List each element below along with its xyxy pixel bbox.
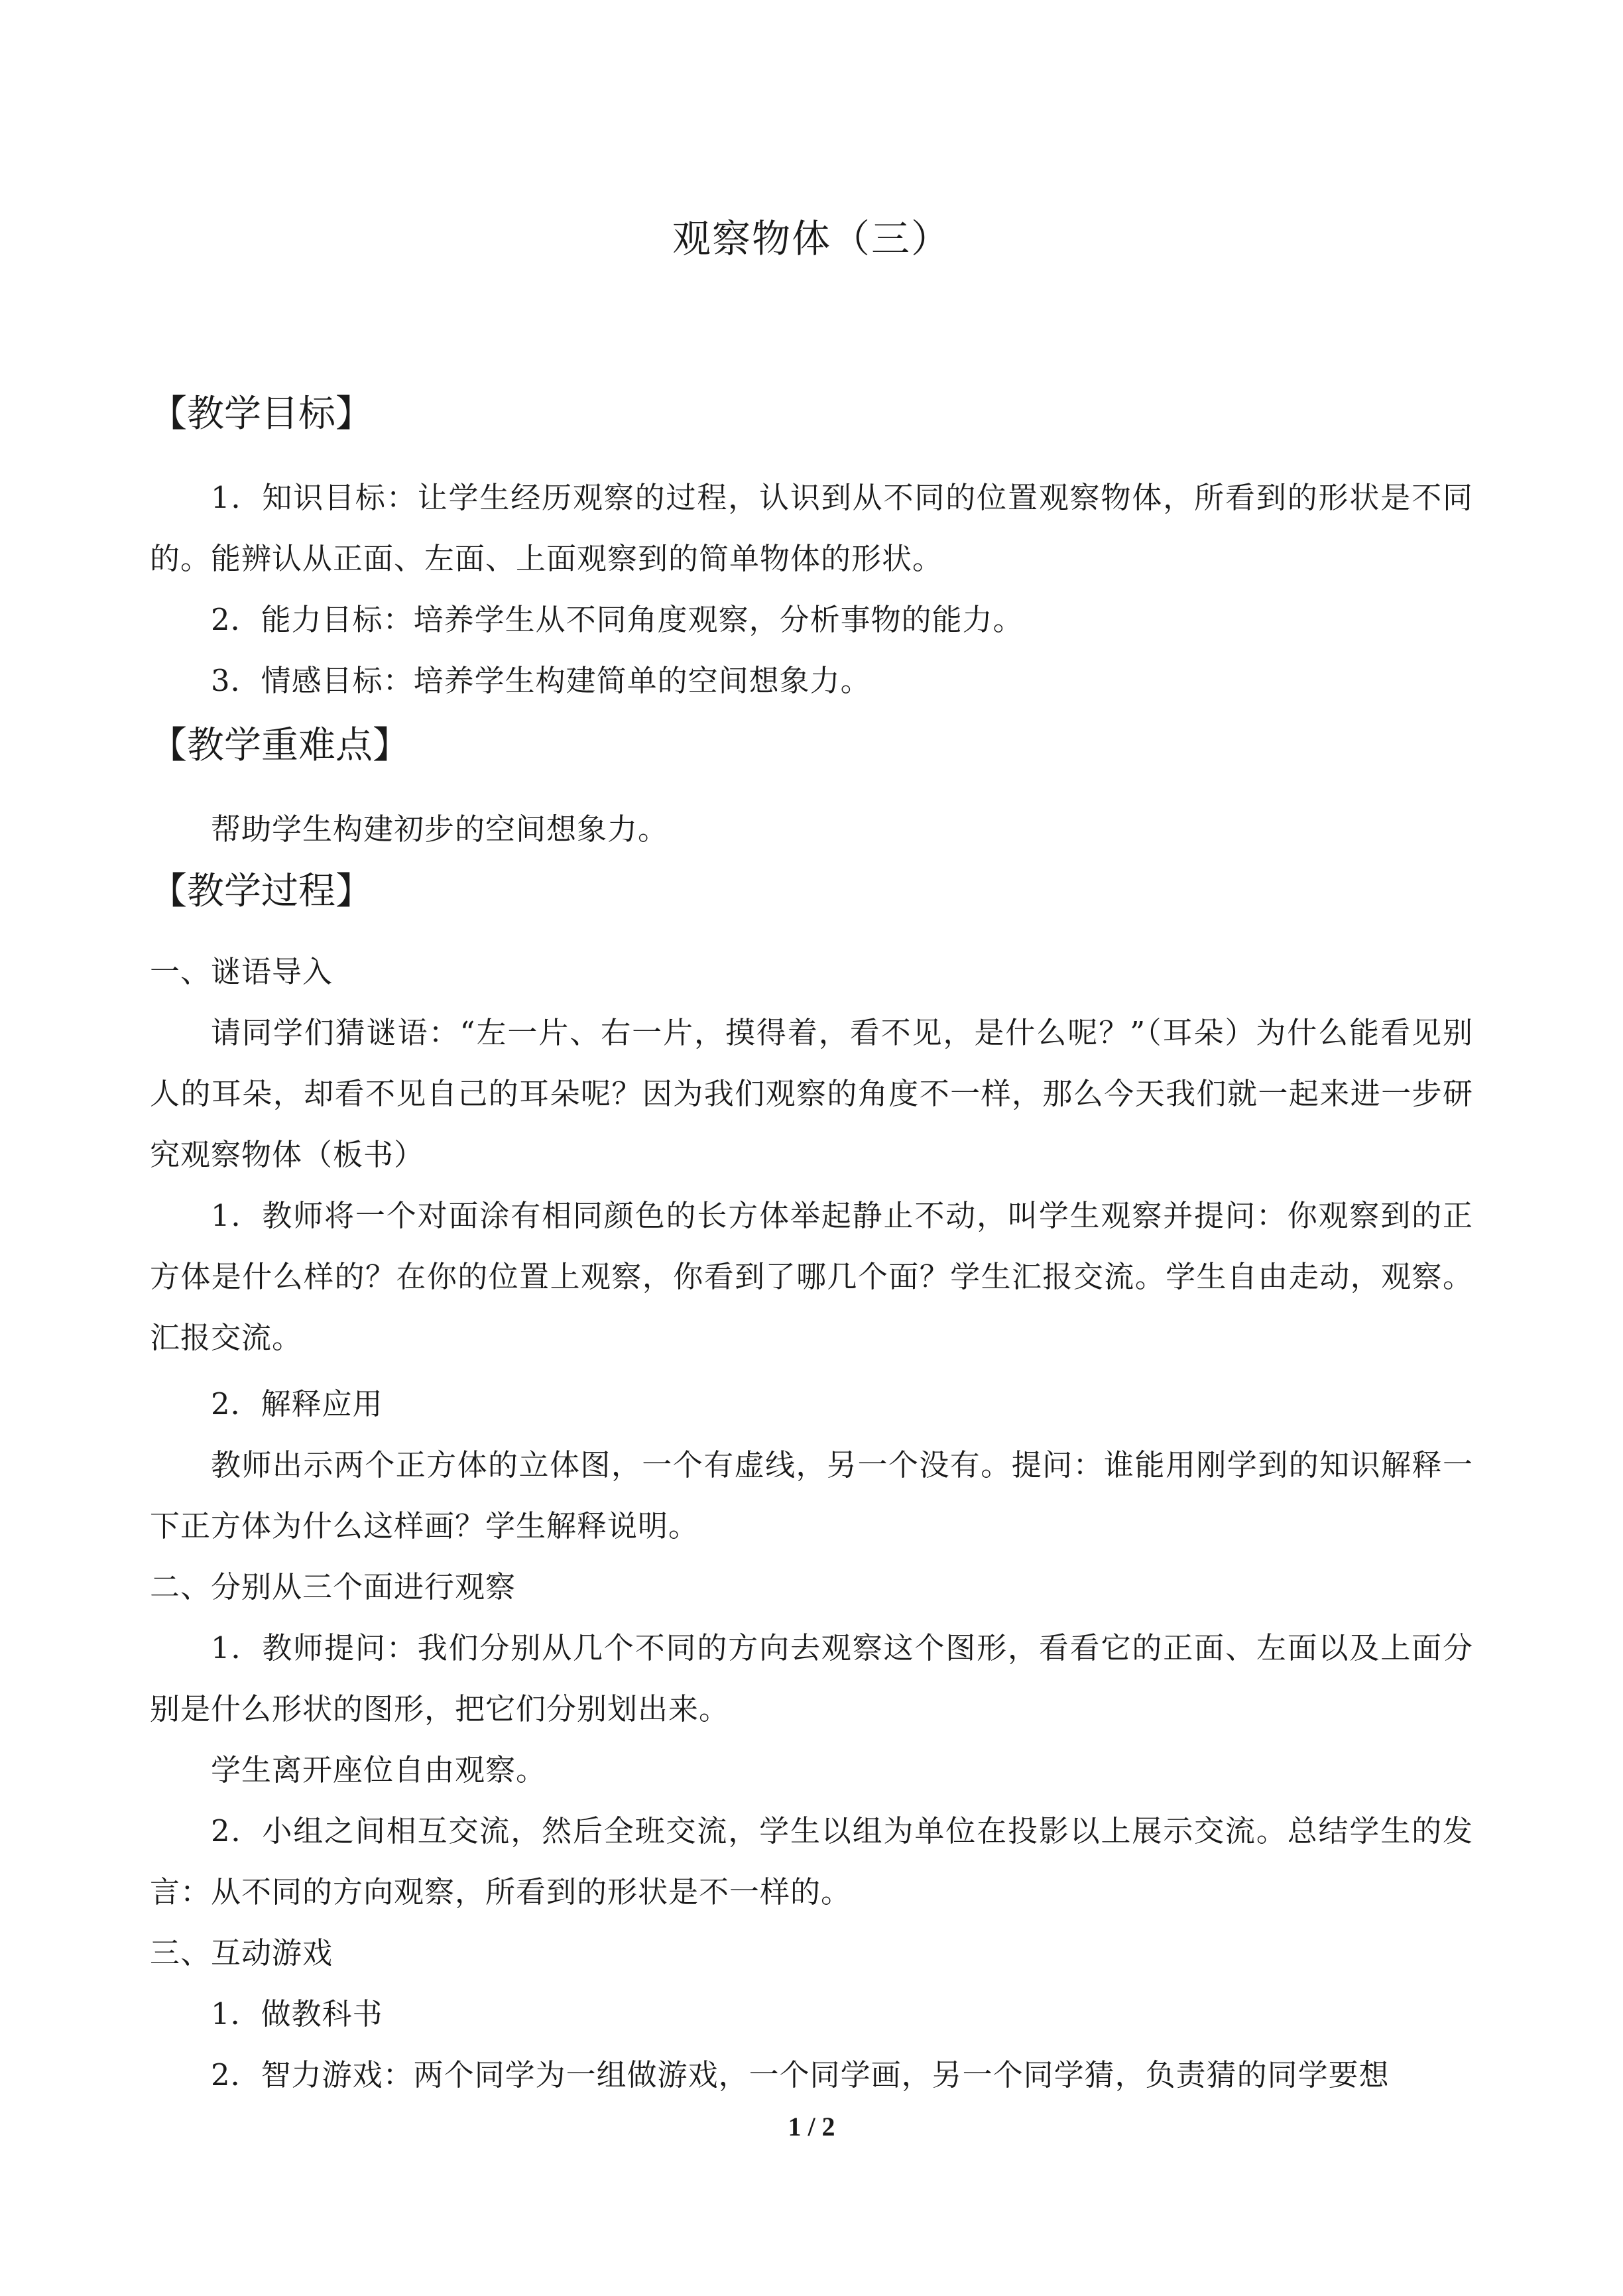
- part-2-paragraph-observe: 学生离开座位自由观察。: [211, 1752, 547, 1787]
- process-heading: 【教学过程】: [150, 870, 373, 913]
- part-1-paragraph-riddle: 请同学们猜谜语：“左一片、右一片，摸得着，看不见，是什么呢？”（耳朵）为什么能看见别人的耳朵，却看不见自己的耳朵呢？因为我们观察的角度不一样，那么今天我们就一起来进一步研究观察物体（板书）: [150, 1015, 1473, 1172]
- part-1-paragraph-explain-title: 2．解释应用: [211, 1386, 383, 1421]
- part-2-paragraph-question: 1．教师提问：我们分别从几个不同的方向去观察这个图形，看看它的正面、左面以及上面分别是什么形状的图形，把它们分别划出来。: [150, 1630, 1473, 1726]
- part-2-paragraph-discuss: 2．小组之间相互交流，然后全班交流，学生以组为单位在投影以上展示交流。总结学生的发言：从不同的方向观察，所看到的形状是不一样的。: [150, 1813, 1473, 1909]
- part-1-paragraph-explain: 教师出示两个正方体的立体图，一个有虚线，另一个没有。提问：谁能用刚学到的知识解释一下正方体为什么这样画？学生解释说明。: [150, 1447, 1473, 1543]
- part-1-title: 一、谜语导入: [150, 954, 333, 989]
- part-3-paragraph-textbook: 1．做教科书: [211, 1996, 383, 2031]
- part-2-title: 二、分别从三个面进行观察: [150, 1569, 516, 1604]
- document-title: 观察物体（三）: [672, 216, 951, 261]
- part-3-paragraph-game: 2．智力游戏：两个同学为一组做游戏，一个同学画，另一个同学猜，负责猜的同学要想: [211, 2057, 1390, 2092]
- goals-heading: 【教学目标】: [150, 393, 373, 436]
- goal-1-paragraph: 1．知识目标：让学生经历观察的过程，认识到从不同的位置观察物体，所看到的形状是不同的。能辨认从正面、左面、上面观察到的简单物体的形状。: [150, 480, 1473, 576]
- key-points-heading: 【教学重难点】: [150, 724, 410, 767]
- goal-3-paragraph: 3．情感目标：培养学生构建简单的空间想象力。: [211, 663, 871, 698]
- key-points-paragraph: 帮助学生构建初步的空间想象力。: [211, 812, 669, 847]
- part-3-title: 三、互动游戏: [150, 1935, 333, 1970]
- page-number: 1 / 2: [788, 2112, 835, 2142]
- goal-2-paragraph: 2．能力目标：培养学生从不同角度观察，分析事物的能力。: [211, 602, 1024, 637]
- part-1-paragraph-cuboid: 1．教师将一个对面涂有相同颜色的长方体举起静止不动，叫学生观察并提问：你观察到的正方体是什么样的？在你的位置上观察，你看到了哪几个面？学生汇报交流。学生自由走动，观察。汇报交流。: [150, 1198, 1473, 1355]
